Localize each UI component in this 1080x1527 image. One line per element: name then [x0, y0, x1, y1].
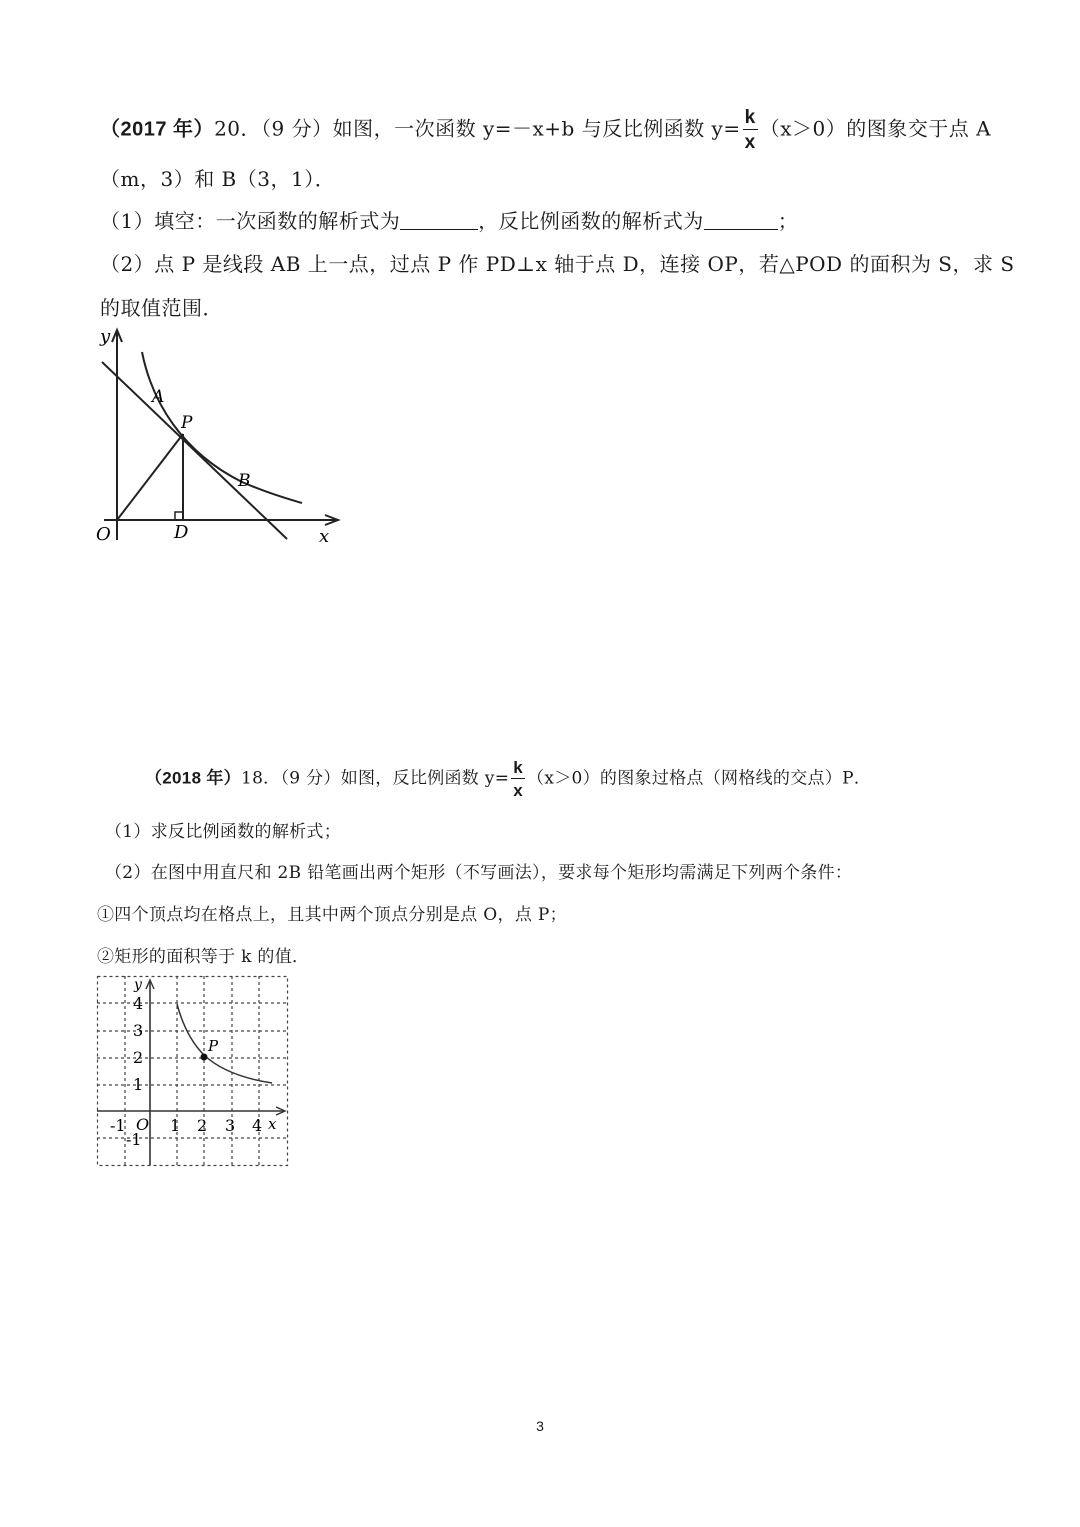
- fraction-denominator: x: [744, 132, 756, 153]
- x-tick-label: 4: [252, 1116, 263, 1135]
- y-tick-label: 3: [133, 1021, 144, 1040]
- x-tick-label: 3: [225, 1116, 236, 1135]
- label-y: y: [134, 977, 142, 993]
- problem-2018-line-5: ②矩形的面积等于 k 的值．: [97, 947, 310, 967]
- label-p: P: [181, 413, 193, 433]
- fraction-k-over-x: [511, 759, 525, 799]
- problem-2017-text-1a: 20．（9 分）如图，一次函数 y=－x+b 与反比例函数 y=: [214, 116, 741, 141]
- label-b: B: [238, 471, 251, 491]
- problem-2017-text-1b: （x＞0）的图象交于点 A: [759, 116, 992, 141]
- page-number: 3: [536, 1418, 544, 1434]
- problem-2018-text-1a: 18．（9 分）如图，反比例函数 y=: [240, 768, 510, 789]
- answer-blank-linear: [400, 211, 478, 230]
- x-tick-label: 2: [197, 1116, 208, 1135]
- x-tick-label: -1: [110, 1116, 126, 1135]
- problem-2018-text-1b: （x＞0）的图象过格点（网格线的交点）P．: [527, 768, 872, 789]
- problem-2017-line-3: [100, 205, 798, 234]
- figure-2017-graph: [92, 322, 352, 550]
- label-x: x: [268, 1115, 277, 1133]
- problem-2018-line-1: [145, 759, 871, 799]
- question-1-text-c: ；: [777, 209, 799, 233]
- fraction-denominator: x: [513, 781, 524, 800]
- problem-2017-line-5: 的取值范围．: [100, 296, 223, 320]
- y-tick-label: -1: [126, 1130, 142, 1149]
- y-tick-label: 2: [133, 1048, 144, 1067]
- problem-2018-line-3: （2）在图中用直尺和 2B 铅笔画出两个矩形（不写画法），要求每个矩形均需满足下列两个条件：: [105, 863, 853, 883]
- fraction-numerator: k: [513, 758, 524, 777]
- x-tick-label: 1: [170, 1116, 181, 1135]
- hyperbola-curve: [142, 352, 302, 503]
- question-1-text-b: ，反比例函数的解析式为: [478, 209, 704, 233]
- hyperbola-curve: [177, 1004, 272, 1083]
- year-tag-2017: （2017 年）: [100, 118, 215, 141]
- figure-2018-grid-graph: [96, 975, 291, 1168]
- problem-2017-line-4: （2）点 P 是线段 AB 上一点，过点 P 作 PD⊥x 轴于点 D，连接 OP，若△POD 的面积为 S，求 S: [100, 252, 1015, 276]
- fraction-k-over-x: [743, 108, 758, 152]
- segment-op: [117, 434, 183, 520]
- linear-function-line: [102, 362, 287, 539]
- year-tag-2018: （2018 年）: [145, 768, 241, 788]
- problem-2017-line-1: [100, 108, 991, 152]
- right-angle-mark: [175, 512, 183, 520]
- point-p: [201, 1054, 208, 1061]
- label-x: x: [319, 526, 330, 547]
- answer-blank-inverse: [704, 211, 778, 230]
- label-a: A: [152, 387, 165, 407]
- problem-2017-line-2: （m，3）和 B（3，1）．: [100, 167, 336, 191]
- question-1-text-a: （1）填空：一次函数的解析式为: [100, 209, 401, 233]
- label-origin: O: [136, 1115, 150, 1134]
- label-p: P: [208, 1037, 219, 1055]
- label-d: D: [174, 522, 189, 543]
- y-tick-label: 1: [133, 1075, 144, 1094]
- fraction-numerator: k: [744, 107, 756, 128]
- label-y: y: [100, 326, 111, 347]
- problem-2018-line-4: ①四个顶点均在格点上，且其中两个顶点分别是点 O，点 P；: [97, 905, 567, 925]
- y-tick-label: 4: [133, 994, 144, 1013]
- problem-2018-line-2: （1）求反比例函数的解析式；: [105, 822, 342, 842]
- label-origin: O: [96, 524, 111, 545]
